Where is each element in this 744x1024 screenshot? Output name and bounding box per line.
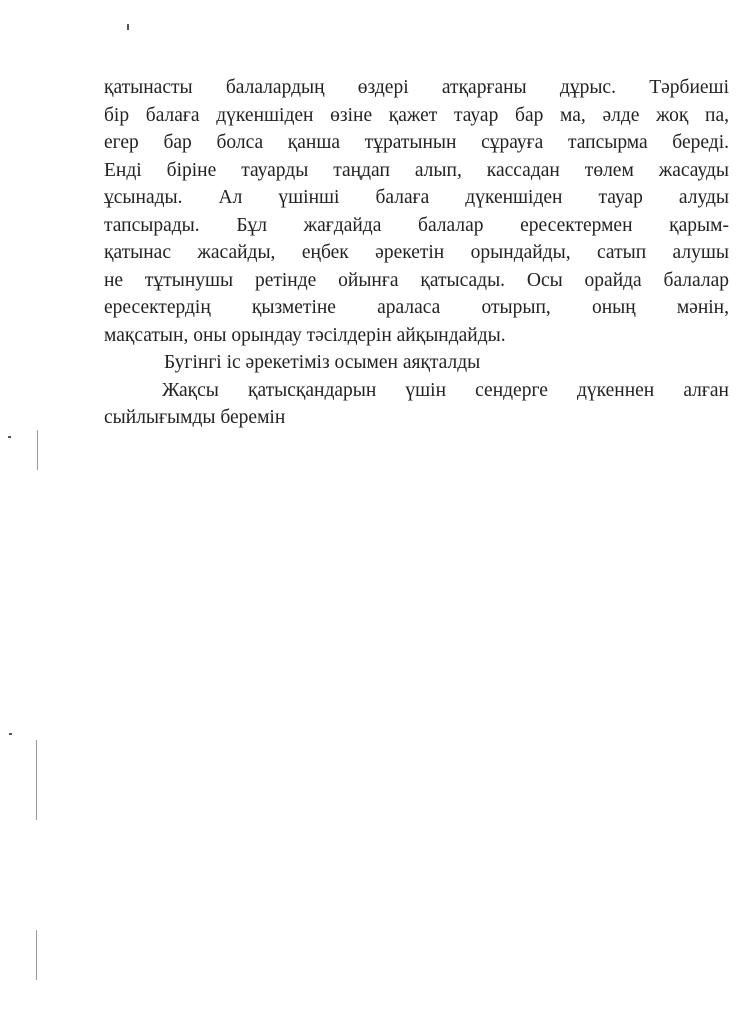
text-line: не тұтынушы ретінде ойынға қатысады. Осы орайда балалар [104,269,729,291]
text-line: мақсатын, оны орындау тәсілдерін айқындайды. [104,324,506,346]
text-line: бір балаға дүкеншіден өзіне қажет тауар бар ма, әлде жоқ па, [104,104,729,126]
scan-speck [127,24,129,30]
paragraph-closing [104,349,729,377]
text-line: ересектердің қызметіне араласа отырып, оның мәнін, [104,297,729,318]
text-line: Жақсы қатысқандарын үшін сендерге дүкеннен алған [162,379,729,401]
paragraph-main [104,74,729,349]
scan-speck [8,436,11,438]
text-line: егер бар болса қанша тұратынын сұрауға тапсырма береді. [104,132,729,153]
text-line: қатынас жасайды, еңбек әрекетін орындайды, сатып алушы [104,242,729,263]
scan-speck [9,733,12,735]
text-line: қатынасты балалардың өздері атқарғаны дұрыс. Тәрбиеші [104,77,729,98]
scan-edge-line [36,930,37,980]
text-line: сыйлығымды беремін [104,407,286,428]
text-line: Енді біріне тауарды таңдап алып, кассадан төлем жасауды [104,159,729,181]
text-line: тапсырады. Бұл жағдайда балалар ересектермен қарым- [104,214,729,236]
text-line: ұсынады. Ал үшінші балаға дүкеншіден тауар алуды [104,187,729,208]
document-body [104,74,729,432]
paragraph-thanks [104,377,729,432]
text-line: Бугінгі іс әрекетіміз осымен аяқталды [164,352,481,373]
scan-edge-line [36,740,37,820]
scan-edge-line [37,430,38,470]
